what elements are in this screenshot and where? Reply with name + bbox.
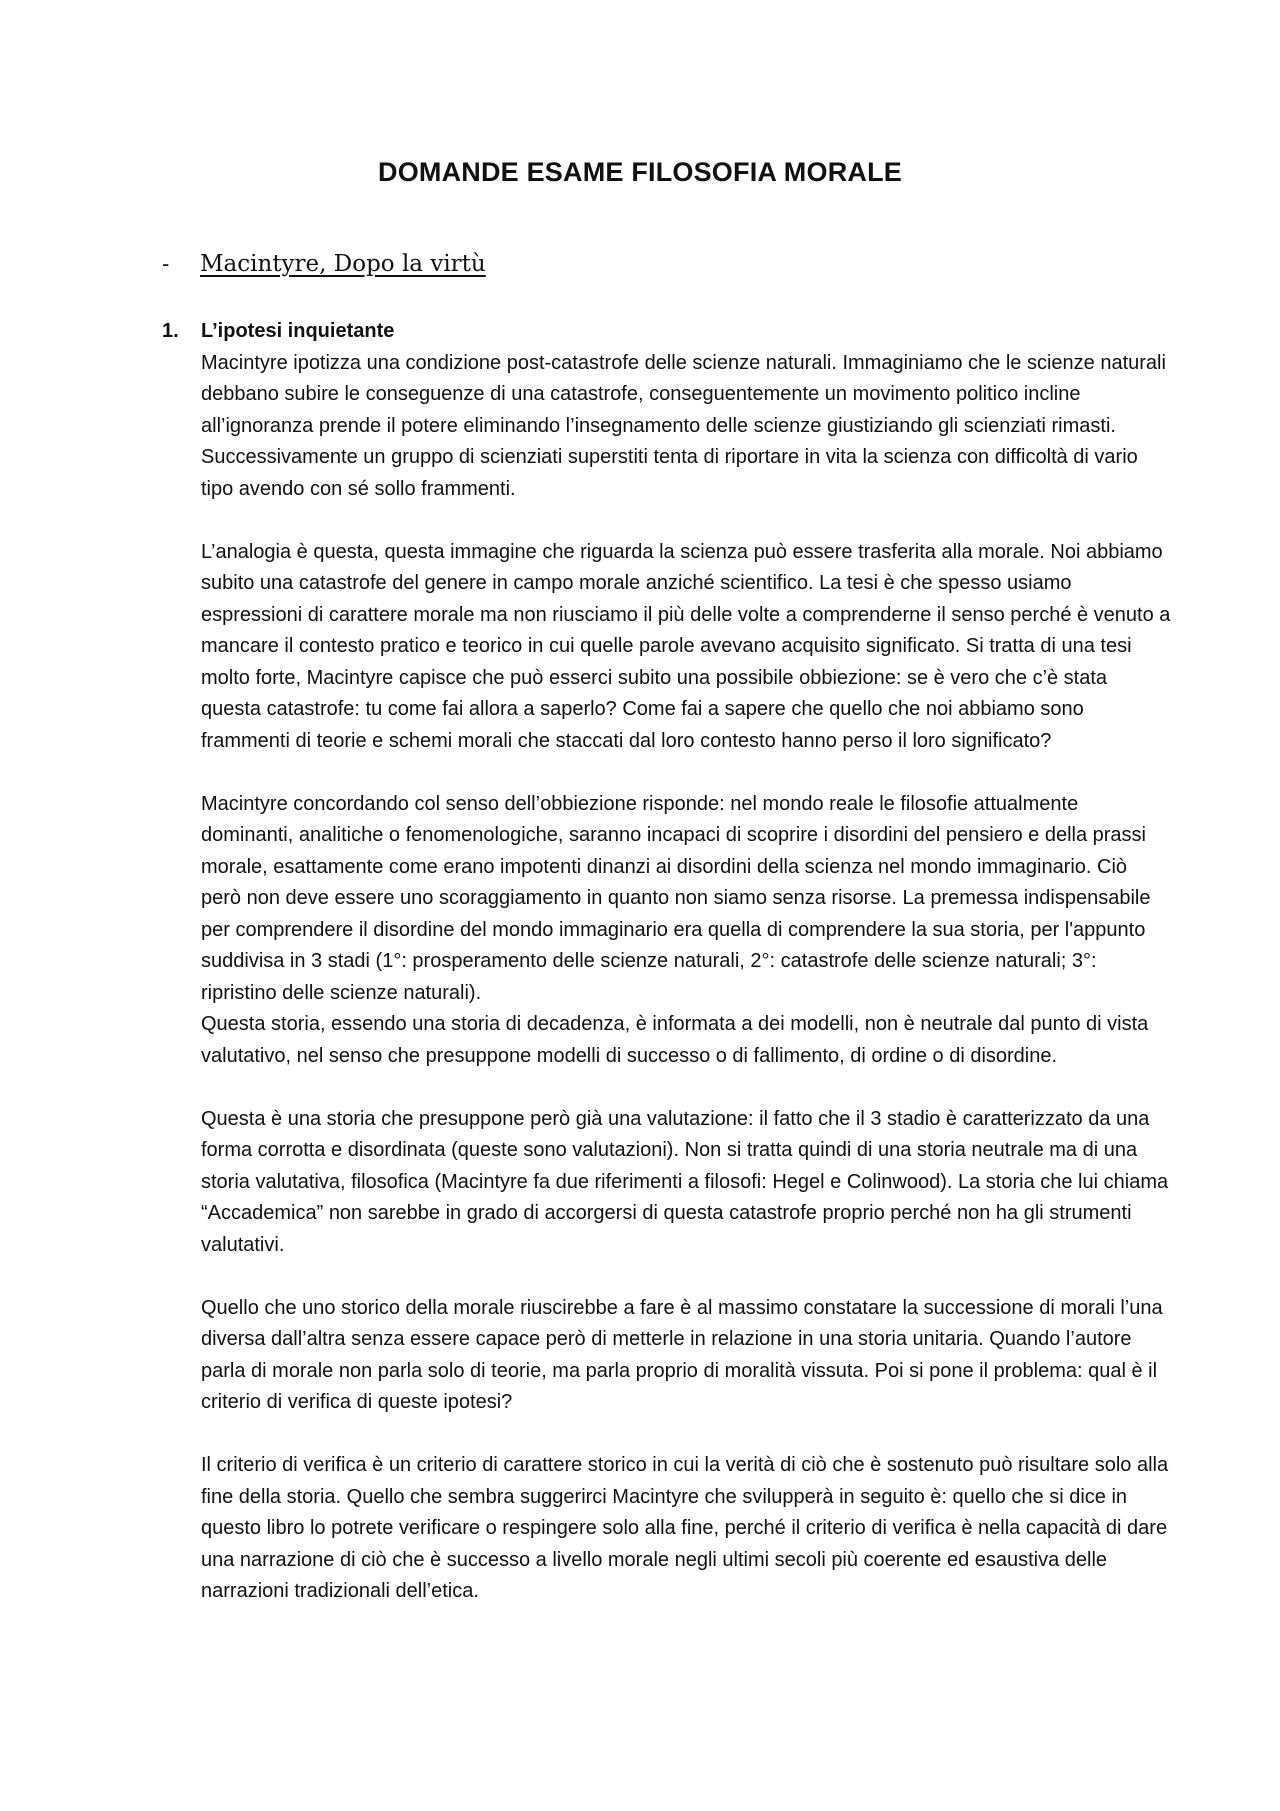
paragraph: Questa è una storia che presuppone però già una valutazione: il fatto che il 3 stadio è caratterizzato da una forma corrotta e disordinata (queste sono valutazioni). Non si tratta quindi di una storia neutrale ma di una storia valutativa, filosofica (Macintyre fa due riferimenti a filosofi: Hegel e Colinwood). La storia che lui chiama “Accademica” non sarebbe in grado di accorgersi di questa catastrofe proprio perché non ha gli strumenti valutativi. (201, 1107, 1169, 1256)
paragraph: L’analogia è questa, questa immagine che riguarda la scienza può essere trasferita alla morale. Noi abbiamo subito una catastrofe del genere in campo morale anziché scientifico. La tesi è che spesso usiamo espressioni di carattere morale ma non riusciamo il più delle volte a comprenderne il senso perché è venuto a mancare il contesto pratico e teorico in cui quelle parole avevano acquisito significato. Si tratta di una tesi molto forte, Macintyre capisce che può esserci subito una possibile obbiezione: se è vero che c’è stata questa catastrofe: tu come fai allora a saperlo? Come fai a sapere che quello che noi abbiamo sono frammenti di teorie e schemi morali che staccati dal loro contesto hanno perso il loro significato? (201, 540, 1171, 752)
document-title: DOMANDE ESAME FILOSOFIA MORALE (378, 157, 902, 187)
numbered-item (162, 316, 1172, 1608)
item-number: 1. (162, 320, 179, 342)
section-bullet: - (162, 251, 170, 276)
paragraph: Questa storia, essendo una storia di decadenza, è informata a dei modelli, non è neutrale dal punto di vista valutativo, nel senso che presuppone modelli di successo o di fallimento, di ordine o di disordine. (201, 1013, 1149, 1067)
item-title: L’ipotesi inquietante (201, 320, 395, 342)
paragraph: Macintyre concordando col senso dell’obbiezione risponde: nel mondo reale le filosofie attualmente dominanti, analitiche o fenomenologiche, saranno incapaci di scoprire i disordini del pensiero e della prassi morale, esattamente come erano impotenti dinanzi ai disordini della scienza nel mondo immaginario. Ciò però non deve essere uno scoraggiamento in quanto non siamo senza risorse. La premessa indispensabile per comprendere il disordine del mondo immaginario era quella di comprendere la sua storia, per l'appunto suddivisa in 3 stadi (1°: prosperamento delle scienze naturali, 2°: catastrofe delle scienze naturali; 3°: ripristino delle scienze naturali). (201, 792, 1151, 1004)
section-heading-text: Macintyre, Dopo la virtù (200, 251, 486, 277)
section-heading (162, 248, 486, 279)
paragraph: Il criterio di verifica è un criterio di carattere storico in cui la verità di ciò che è sostenuto può risultare solo alla fine della storia. Quello che sembra suggerirci Macintyre che svilupperà in seguito è: quello che si dice in questo libro lo potrete verificare o respingere solo alla fine, perché il criterio di verifica è nella capacità di dare una narrazione di ciò che è successo a livello morale negli ultimi secoli più coerente ed esaustiva delle narrazioni tradizionali dell’etica. (201, 1454, 1169, 1602)
paragraph: Macintyre ipotizza una condizione post-catastrofe delle scienze naturali. Immaginiamo che le scienze naturali debbano subire le conseguenze di una catastrofe, conseguentemente un movimento politico incline all’ignoranza prende il potere eliminando l’insegnamento delle scienze giustiziando gli scienziati rimasti. Successivamente un gruppo di scienziati superstiti tenta di riportare in vita la scienza con difficoltà di vario tipo avendo con sé sollo frammenti. (201, 351, 1166, 500)
item-body (201, 316, 1172, 1608)
paragraph: Quello che uno storico della morale riuscirebbe a fare è al massimo constatare la successione di morali l’una diversa dall’altra senza essere capace però di metterle in relazione in una storia unitaria. Quando l’autore parla di morale non parla solo di teorie, ma parla proprio di moralità vissuta. Poi si pone il problema: qual è il criterio di verifica di queste ipotesi? (201, 1296, 1163, 1413)
